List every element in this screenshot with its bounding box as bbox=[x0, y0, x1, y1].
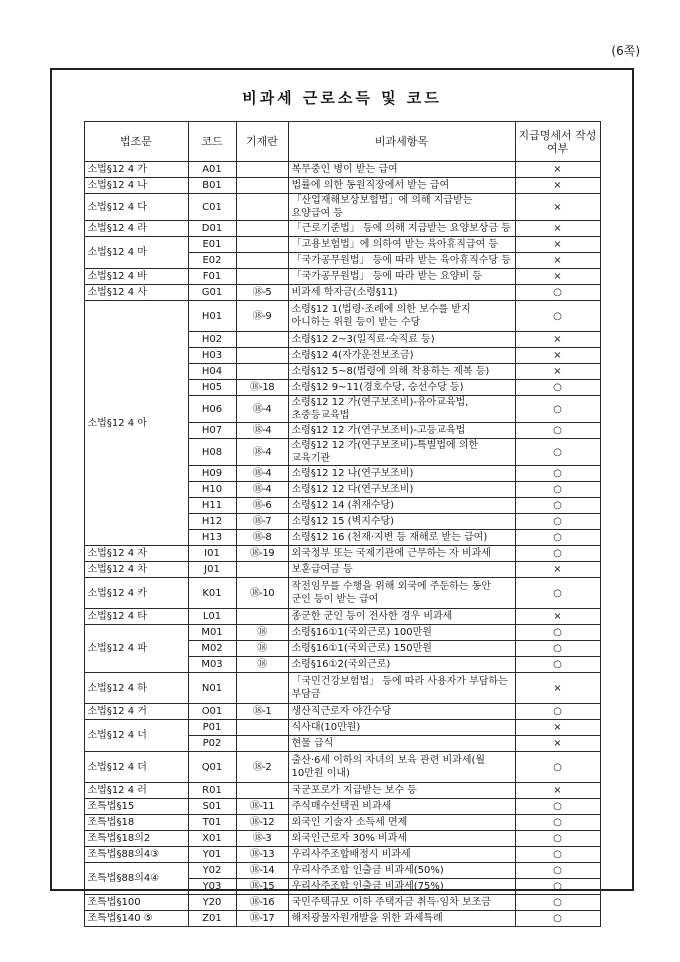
law-article-cell: 조특법§15 bbox=[84, 799, 188, 815]
table-row bbox=[84, 815, 600, 831]
law-article-cell: 소법§12 4 아 bbox=[84, 301, 188, 546]
entry-field-cell bbox=[236, 162, 288, 178]
table-row bbox=[84, 162, 600, 178]
table-row bbox=[84, 863, 600, 879]
entry-field-cell: ⑱-4 bbox=[236, 482, 288, 498]
statement-mark-cell: ○ bbox=[515, 285, 600, 301]
law-article-cell: 소법§12 4 다 bbox=[84, 194, 188, 221]
entry-field-cell: ⑱-9 bbox=[236, 301, 288, 332]
statement-mark-cell: × bbox=[515, 783, 600, 799]
entry-field-cell: ⑱-4 bbox=[236, 423, 288, 439]
code-cell: H11 bbox=[188, 498, 236, 514]
table-row bbox=[84, 783, 600, 799]
entry-field-cell: ⑱ bbox=[236, 657, 288, 673]
code-cell: Z01 bbox=[188, 911, 236, 927]
document-title: 비과세 근로소득 및 코드 bbox=[242, 89, 442, 107]
item-cell: 식사대(10만원) bbox=[288, 720, 515, 736]
statement-mark-cell: × bbox=[515, 673, 600, 704]
code-cell: G01 bbox=[188, 285, 236, 301]
item-cell: 소령§12 1(법령·조례에 의한 보수를 받지 아니하는 위원 등이 받는 수당 bbox=[288, 301, 515, 332]
law-article-cell: 소법§12 4 카 bbox=[84, 578, 188, 609]
statement-mark-cell: ○ bbox=[515, 704, 600, 720]
entry-field-cell: ⑱ bbox=[236, 641, 288, 657]
code-cell: H12 bbox=[188, 514, 236, 530]
statement-mark-cell: × bbox=[515, 194, 600, 221]
item-cell: 생산직근로자 야간수당 bbox=[288, 704, 515, 720]
entry-field-cell: ⑱-3 bbox=[236, 831, 288, 847]
item-cell: 국군포로가 지급받는 보수 등 bbox=[288, 783, 515, 799]
entry-field-cell bbox=[236, 783, 288, 799]
item-cell: 주식매수선택권 비과세 bbox=[288, 799, 515, 815]
item-cell: 소령§16①1(국외근로) 100만원 bbox=[288, 625, 515, 641]
code-cell: K01 bbox=[188, 578, 236, 609]
code-cell: X01 bbox=[188, 831, 236, 847]
code-cell: Y20 bbox=[188, 895, 236, 911]
statement-mark-cell: ○ bbox=[515, 641, 600, 657]
code-cell: D01 bbox=[188, 221, 236, 237]
code-cell: P02 bbox=[188, 736, 236, 752]
entry-field-cell bbox=[236, 269, 288, 285]
code-cell: A01 bbox=[188, 162, 236, 178]
entry-field-cell bbox=[236, 673, 288, 704]
statement-mark-cell: × bbox=[515, 178, 600, 194]
code-cell: M03 bbox=[188, 657, 236, 673]
statement-mark-cell: × bbox=[515, 348, 600, 364]
law-article-cell: 소법§12 4 자 bbox=[84, 546, 188, 562]
code-cell: H07 bbox=[188, 423, 236, 439]
table-row bbox=[84, 562, 600, 578]
law-article-cell: 조특법§88의4③ bbox=[84, 847, 188, 863]
table-row bbox=[84, 673, 600, 704]
item-cell: 「국가공무원법」 등에 따라 받는 요양비 등 bbox=[288, 269, 515, 285]
code-cell: Q01 bbox=[188, 752, 236, 783]
code-cell: S01 bbox=[188, 799, 236, 815]
entry-field-cell: ⑱-7 bbox=[236, 514, 288, 530]
code-cell: T01 bbox=[188, 815, 236, 831]
item-cell: 소령§12 12 가(연구보조비)-특별법에 의한 교육기관 bbox=[288, 439, 515, 466]
statement-mark-cell: ○ bbox=[515, 879, 600, 895]
item-cell: 소령§12 14 (취재수당) bbox=[288, 498, 515, 514]
table-row bbox=[84, 831, 600, 847]
statement-mark-cell: ○ bbox=[515, 498, 600, 514]
table-row bbox=[84, 546, 600, 562]
item-cell: 「국가공무원법」 등에 따라 받는 육아휴직수당 등 bbox=[288, 253, 515, 269]
table-row bbox=[84, 720, 600, 736]
entry-field-cell: ⑱-8 bbox=[236, 530, 288, 546]
item-cell: 외국인근로자 30% 비과세 bbox=[288, 831, 515, 847]
code-cell: L01 bbox=[188, 609, 236, 625]
table-row bbox=[84, 625, 600, 641]
law-article-cell: 소법§12 4 파 bbox=[84, 625, 188, 673]
law-article-cell: 조특법§18의2 bbox=[84, 831, 188, 847]
entry-field-cell bbox=[236, 364, 288, 380]
code-cell: H01 bbox=[188, 301, 236, 332]
item-cell: 소령§12 12 다(연구보조비) bbox=[288, 482, 515, 498]
code-cell: I01 bbox=[188, 546, 236, 562]
statement-mark-cell: ○ bbox=[515, 439, 600, 466]
statement-mark-cell: ○ bbox=[515, 895, 600, 911]
law-article-cell: 소법§12 4 바 bbox=[84, 269, 188, 285]
header-statement-required: 지급명세서 작성 여부 bbox=[515, 122, 600, 162]
table-row bbox=[84, 911, 600, 927]
statement-mark-cell: ○ bbox=[515, 863, 600, 879]
entry-field-cell: ⑱-11 bbox=[236, 799, 288, 815]
entry-field-cell bbox=[236, 237, 288, 253]
table-row bbox=[84, 194, 600, 221]
statement-mark-cell: × bbox=[515, 332, 600, 348]
document-sheet bbox=[50, 68, 634, 924]
law-article-cell: 소법§12 4 나 bbox=[84, 178, 188, 194]
entry-field-cell bbox=[236, 178, 288, 194]
item-cell: 「산업재해보상보험법」에 의해 지급받는 요양급여 등 bbox=[288, 194, 515, 221]
statement-mark-cell: ○ bbox=[515, 578, 600, 609]
item-cell: 현물 급식 bbox=[288, 736, 515, 752]
statement-mark-cell: ○ bbox=[515, 911, 600, 927]
entry-field-cell bbox=[236, 348, 288, 364]
item-cell: 소령§12 12 가(연구보조비)-유아교육법, 초중등교육법 bbox=[288, 396, 515, 423]
item-cell: 비과세 학자금(소령§11) bbox=[288, 285, 515, 301]
table-row bbox=[84, 237, 600, 253]
code-cell: F01 bbox=[188, 269, 236, 285]
statement-mark-cell: ○ bbox=[515, 546, 600, 562]
statement-mark-cell: ○ bbox=[515, 514, 600, 530]
entry-field-cell: ⑱-6 bbox=[236, 498, 288, 514]
code-cell: M02 bbox=[188, 641, 236, 657]
code-cell: C01 bbox=[188, 194, 236, 221]
statement-mark-cell: × bbox=[515, 269, 600, 285]
item-cell: 소령§12 16 (천재·지변 등 재해로 받는 급여) bbox=[288, 530, 515, 546]
statement-mark-cell: × bbox=[515, 736, 600, 752]
statement-mark-cell: ○ bbox=[515, 380, 600, 396]
code-cell: R01 bbox=[188, 783, 236, 799]
item-cell: 복무중인 병이 받는 급여 bbox=[288, 162, 515, 178]
table-row bbox=[84, 704, 600, 720]
item-cell: 소령§12 4(자가운전보조금) bbox=[288, 348, 515, 364]
table-row bbox=[84, 799, 600, 815]
entry-field-cell: ⑱-14 bbox=[236, 863, 288, 879]
item-cell: 「고용보험법」에 의하여 받는 육아휴직급여 등 bbox=[288, 237, 515, 253]
code-cell: Y03 bbox=[188, 879, 236, 895]
statement-mark-cell: × bbox=[515, 162, 600, 178]
item-cell: 작전임무를 수행을 위해 외국에 주둔하는 동안 군인 등이 받는 급여 bbox=[288, 578, 515, 609]
statement-mark-cell: ○ bbox=[515, 847, 600, 863]
header-entry-field: 기재란 bbox=[236, 122, 288, 162]
entry-field-cell: ⑱-17 bbox=[236, 911, 288, 927]
entry-field-cell: ⑱-2 bbox=[236, 752, 288, 783]
item-cell: 「국민건강보험법」 등에 따라 사용자가 부담하는 부담금 bbox=[288, 673, 515, 704]
entry-field-cell: ⑱-12 bbox=[236, 815, 288, 831]
statement-mark-cell: ○ bbox=[515, 815, 600, 831]
item-cell: 소령§16①2(국외근로) bbox=[288, 657, 515, 673]
entry-field-cell bbox=[236, 221, 288, 237]
entry-field-cell: ⑱-13 bbox=[236, 847, 288, 863]
law-article-cell: 조특법§100 bbox=[84, 895, 188, 911]
item-cell: 소령§12 5~8(법령에 의해 착용하는 제복 등) bbox=[288, 364, 515, 380]
statement-mark-cell: × bbox=[515, 253, 600, 269]
law-article-cell: 소법§12 4 러 bbox=[84, 783, 188, 799]
item-cell: 외국인 기술자 소득세 면제 bbox=[288, 815, 515, 831]
code-cell: H13 bbox=[188, 530, 236, 546]
table-row bbox=[84, 847, 600, 863]
code-cell: J01 bbox=[188, 562, 236, 578]
item-cell: 우리사주조합 인출금 비과세(50%) bbox=[288, 863, 515, 879]
entry-field-cell bbox=[236, 194, 288, 221]
statement-mark-cell: ○ bbox=[515, 530, 600, 546]
item-cell: 법률에 의한 동원직장에서 받는 급여 bbox=[288, 178, 515, 194]
law-article-cell: 소법§12 4 타 bbox=[84, 609, 188, 625]
code-cell: H06 bbox=[188, 396, 236, 423]
table-row bbox=[84, 269, 600, 285]
code-cell: H02 bbox=[188, 332, 236, 348]
item-cell: 출산·6세 이하의 자녀의 보육 관련 비과세(월 10만원 이내) bbox=[288, 752, 515, 783]
table-header-row bbox=[84, 122, 600, 162]
code-cell: H04 bbox=[188, 364, 236, 380]
entry-field-cell: ⑱-15 bbox=[236, 879, 288, 895]
statement-mark-cell: ○ bbox=[515, 466, 600, 482]
law-article-cell: 소법§12 4 차 bbox=[84, 562, 188, 578]
law-article-cell: 소법§12 4 마 bbox=[84, 237, 188, 269]
item-cell: 보훈급여금 등 bbox=[288, 562, 515, 578]
item-cell: 소령§12 2~3(일직료·숙직료 등) bbox=[288, 332, 515, 348]
item-cell: 우리사주조합 인출금 비과세(75%) bbox=[288, 879, 515, 895]
code-cell: O01 bbox=[188, 704, 236, 720]
statement-mark-cell: ○ bbox=[515, 482, 600, 498]
code-cell: Y02 bbox=[188, 863, 236, 879]
table-row bbox=[84, 752, 600, 783]
law-article-cell: 소법§12 4 더 bbox=[84, 752, 188, 783]
item-cell: 해저광물자원개발을 위한 과세특례 bbox=[288, 911, 515, 927]
law-article-cell: 소법§12 4 가 bbox=[84, 162, 188, 178]
law-article-cell: 조특법§18 bbox=[84, 815, 188, 831]
entry-field-cell bbox=[236, 609, 288, 625]
code-cell: H10 bbox=[188, 482, 236, 498]
code-cell: B01 bbox=[188, 178, 236, 194]
law-article-cell: 소법§12 4 너 bbox=[84, 720, 188, 752]
law-article-cell: 조특법§88의4④ bbox=[84, 863, 188, 895]
entry-field-cell: ⑱-1 bbox=[236, 704, 288, 720]
header-nontaxable-item: 비과세항목 bbox=[288, 122, 515, 162]
entry-field-cell bbox=[236, 562, 288, 578]
statement-mark-cell: × bbox=[515, 562, 600, 578]
code-cell: H05 bbox=[188, 380, 236, 396]
entry-field-cell bbox=[236, 736, 288, 752]
table-row bbox=[84, 301, 600, 332]
statement-mark-cell: ○ bbox=[515, 831, 600, 847]
item-cell: 소령§16①1(국외근로) 150만원 bbox=[288, 641, 515, 657]
statement-mark-cell: ○ bbox=[515, 752, 600, 783]
item-cell: 소령§12 12 나(연구보조비) bbox=[288, 466, 515, 482]
entry-field-cell bbox=[236, 332, 288, 348]
page-number: (6쪽) bbox=[611, 44, 640, 58]
table-row bbox=[84, 178, 600, 194]
law-article-cell: 소법§12 4 거 bbox=[84, 704, 188, 720]
item-cell: 외국정부 또는 국제기관에 근무하는 자 비과세 bbox=[288, 546, 515, 562]
entry-field-cell: ⑱-4 bbox=[236, 466, 288, 482]
statement-mark-cell: ○ bbox=[515, 301, 600, 332]
statement-mark-cell: × bbox=[515, 364, 600, 380]
entry-field-cell: ⑱-4 bbox=[236, 439, 288, 466]
header-law-article: 법조문 bbox=[84, 122, 188, 162]
entry-field-cell: ⑱-4 bbox=[236, 396, 288, 423]
statement-mark-cell: × bbox=[515, 609, 600, 625]
entry-field-cell bbox=[236, 720, 288, 736]
statement-mark-cell: × bbox=[515, 221, 600, 237]
nontaxable-income-code-table bbox=[84, 121, 601, 927]
statement-mark-cell: ○ bbox=[515, 799, 600, 815]
table-body bbox=[84, 162, 600, 927]
statement-mark-cell: × bbox=[515, 720, 600, 736]
item-cell: 「근로기준법」 등에 의해 지급받는 요양보상금 등 bbox=[288, 221, 515, 237]
item-cell: 국민주택규모 이하 주택자금 취득·임차 보조금 bbox=[288, 895, 515, 911]
code-cell: H08 bbox=[188, 439, 236, 466]
code-cell: Y01 bbox=[188, 847, 236, 863]
statement-mark-cell: ○ bbox=[515, 423, 600, 439]
law-article-cell: 소법§12 4 하 bbox=[84, 673, 188, 704]
entry-field-cell: ⑱-18 bbox=[236, 380, 288, 396]
statement-mark-cell: ○ bbox=[515, 625, 600, 641]
table-row bbox=[84, 609, 600, 625]
table-row bbox=[84, 221, 600, 237]
item-cell: 소령§12 12 가(연구보조비)-고등교육법 bbox=[288, 423, 515, 439]
code-cell: E01 bbox=[188, 237, 236, 253]
entry-field-cell bbox=[236, 253, 288, 269]
item-cell: 종군한 군인 등이 전사한 경우 비과세 bbox=[288, 609, 515, 625]
entry-field-cell: ⑱ bbox=[236, 625, 288, 641]
entry-field-cell: ⑱-5 bbox=[236, 285, 288, 301]
table-row bbox=[84, 578, 600, 609]
entry-field-cell: ⑱-16 bbox=[236, 895, 288, 911]
code-cell: E02 bbox=[188, 253, 236, 269]
statement-mark-cell: × bbox=[515, 237, 600, 253]
code-cell: M01 bbox=[188, 625, 236, 641]
code-cell: P01 bbox=[188, 720, 236, 736]
item-cell: 우리사주조합배정시 비과세 bbox=[288, 847, 515, 863]
header-code: 코드 bbox=[188, 122, 236, 162]
item-cell: 소령§12 15 (벽지수당) bbox=[288, 514, 515, 530]
law-article-cell: 조특법§140 ⑤ bbox=[84, 911, 188, 927]
law-article-cell: 소법§12 4 라 bbox=[84, 221, 188, 237]
table-row bbox=[84, 895, 600, 911]
statement-mark-cell: ○ bbox=[515, 396, 600, 423]
item-cell: 소령§12 9~11(경호수당, 승선수당 등) bbox=[288, 380, 515, 396]
code-cell: H09 bbox=[188, 466, 236, 482]
statement-mark-cell: ○ bbox=[515, 657, 600, 673]
entry-field-cell: ⑱-19 bbox=[236, 546, 288, 562]
law-article-cell: 소법§12 4 사 bbox=[84, 285, 188, 301]
entry-field-cell: ⑱-10 bbox=[236, 578, 288, 609]
code-cell: H03 bbox=[188, 348, 236, 364]
table-row bbox=[84, 285, 600, 301]
code-cell: N01 bbox=[188, 673, 236, 704]
